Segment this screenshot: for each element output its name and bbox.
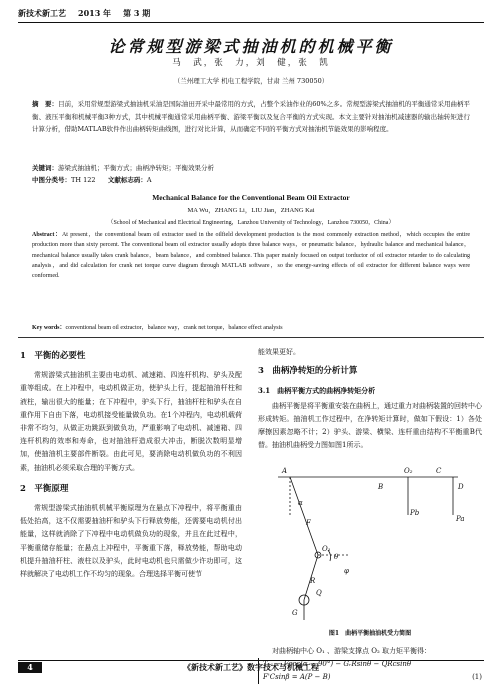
journal-year: 2013 年 — [78, 7, 112, 18]
english-keywords-label: Key words： — [32, 325, 66, 331]
equation-1-line-1: T₀₁ − Fcos(α − 90°) − GᵣRsinθ − QRcsinθ — [263, 659, 412, 668]
label-phi: φ — [344, 567, 349, 576]
section-3-title: 3 曲柄净转矩的分析计算 — [258, 366, 358, 377]
abstract-cn-label: 摘 要： — [32, 100, 59, 108]
running-header — [18, 6, 484, 20]
footer-rule — [18, 660, 484, 661]
label-q: Q — [316, 589, 322, 598]
page-number: 4 — [18, 662, 42, 673]
figure-1 — [258, 455, 482, 625]
affiliation: （兰州理工大学 机电工程学院，甘肃 兰州 730050） — [173, 77, 329, 85]
label-pb: Pb — [410, 509, 420, 518]
english-affiliation: （School of Mechanical and Electrical Engineering，Lanzhou University of Technology，Lanzhou 730050，China） — [107, 220, 395, 226]
section-1-title: 1 平衡的必要性 — [20, 351, 86, 361]
english-keywords-text: conventional beam oil extractor，balance way，crank net torque，balance effect analysis — [65, 325, 283, 331]
label-a: A — [282, 467, 288, 476]
journal-name: 新技术新工艺 — [18, 7, 66, 18]
equation-1-number: (1) — [472, 672, 482, 681]
label-pa: Pa — [456, 515, 465, 524]
english-authors: MA Wu，ZHANG Li，LIU Jian，ZHANG Kai — [187, 207, 315, 214]
label-o2: O₂ — [404, 467, 413, 476]
header-rule — [18, 22, 484, 23]
english-abstract — [32, 230, 470, 281]
label-d: D — [458, 483, 464, 492]
english-title: Mechanical Balance for the Conventional Beam Oil Extractor — [152, 193, 350, 202]
label-c: C — [436, 467, 442, 476]
english-abstract-text: At present，the conventional beam oil extractor used in the oilfield development production is the most commonly extraction method，which occupies the entire production more than sixty percent. The conventional beam oil extractor usually adopts three balance ways，or pneumatic balance，hydraulic balance and mechanical balance，mechanical balance usually takes crank balance，beam balance，and combined balance. This paper mainly focused on output torductor of oil extractor retarder to do calculating analysis，and did calculation for crank net torque curve diagram through MATLAB software，so the energy-saving effects of oil extractor for different balance ways were conformed. — [32, 232, 471, 280]
label-theta: θ — [334, 553, 339, 562]
figure-1-caption: 图1 曲柄平衡抽油机受力简图 — [328, 630, 412, 638]
doc-value: A — [146, 176, 152, 184]
doc-label: 文献标志码： — [107, 176, 147, 184]
label-f: F — [306, 519, 311, 528]
left-column — [20, 346, 242, 581]
footer-journal: 《新技术新工艺》数字技术与机械工程 — [183, 662, 319, 672]
english-keywords — [32, 322, 470, 331]
label-alpha: α — [298, 499, 303, 508]
section-3-1-paragraph-2: 对曲柄轴中心 O₁ 、游梁支撑点 O₂ 取力矩平衡得： — [272, 646, 431, 655]
paper-title: 论常规型游梁式抽油机的机械平衡 — [108, 37, 394, 56]
journal-issue: 第 3 期 — [123, 7, 151, 18]
section-1-paragraph: 常规游梁式抽油机主要由电动机、减速箱、四连杆机构、驴头及配重等组成。在上冲程中，电动机做正功，使驴头上行，提起抽油杆柱和液柱，输出很大的能量；在下冲程中，驴头下行，抽油杆柱和驴头在自重作用下自由下落，电动机接受能量做负功。在1个冲程内，电动机载荷非常不均匀，从做正功跳跃到做负功，严重影响了电动机、减速箱、四连杆机构的效率和寿命，也对抽油杆造成很大冲击，断脱次数明显增加，使抽油机主要部件断裂。由此可见，要消除电动机做负功的不利因素，抽油机必须采取合理的平衡方式。 — [20, 371, 242, 472]
section-divider — [18, 337, 484, 338]
section-2-title: 2 平衡原理 — [20, 483, 69, 494]
label-o1: O₁ — [322, 545, 331, 554]
english-abstract-label: Abstract： — [32, 232, 62, 238]
abstract-cn — [32, 98, 470, 136]
abstract-cn-text: 目前，采用常规型游梁式抽油机采油是国际油田开采中最常用的方式，占整个采油作业的60%之多。常规型游梁式抽油机的平衡通常采用曲柄平衡、液压平衡和机械平衡3种方式，其中机械平衡通常采用曲柄平衡、游梁平衡以及复合平衡的方式实现。本文主要针对抽油机减速器的输出轴转矩进行计算分析，借助MATLAB软件作出曲柄转矩曲线图，进行对比计算，从而确定不同的平衡方式对抽油机节能效果的影响程度。 — [32, 100, 471, 133]
label-r: R — [310, 577, 316, 586]
section-3-1-paragraph: 曲柄平衡是将平衡重安装在曲柄上，通过重力对曲柄装置的回转中心形成转矩。抽油机工作过程中，在净转矩计算时，做如下假设：1）各处摩擦因素忽略不计；2）驴头、游梁、横梁、连杆重由结构不平衡重B代替。抽油机曲柄受力图如图1所示。 — [258, 401, 482, 450]
keywords-cn-label: 关键词： — [32, 164, 58, 172]
keywords-cn-text: 游梁式抽油机；平衡方式；曲柄净转矩；平衡效果分析 — [58, 164, 214, 172]
section-2-paragraph: 常规型游梁式抽油机机械平衡原理为在悬点下冲程中，将平衡重由低处抬高，这不仅需要抽油杆和驴头下行释放势能，还需要电动机付出能量，这样就消除了下冲程中电动机做负功的现象，并且在此过程中，平衡重储存能量；在悬点上冲程中，平衡重下落，释放势能，帮助电动机提升抽油杆柱、液柱以及驴头，此时电动机也只需做少许功即可，这样就解决了电动机工作不均匀的现象。合理选择平衡可使节 — [20, 504, 242, 579]
classification — [32, 175, 470, 184]
label-b: B — [378, 483, 384, 492]
right-column — [258, 346, 482, 684]
section-3-1-title: 3.1 曲柄平衡方式的曲柄净转矩分析 — [258, 386, 376, 396]
equation-1-line-2: F'Csinβ = A(P − B) — [263, 672, 331, 681]
label-g: G — [292, 609, 298, 618]
clc-label: 中图分类号： — [32, 176, 71, 184]
carryover-text: 能效果更好。 — [258, 348, 300, 356]
connecting-rod — [290, 477, 318, 555]
keywords-cn — [32, 163, 470, 174]
authors: 马 武，张 力，刘 健，张 凯 — [172, 58, 330, 68]
clc-value: TH 122 — [71, 176, 96, 184]
crank-force-diagram — [258, 455, 482, 625]
